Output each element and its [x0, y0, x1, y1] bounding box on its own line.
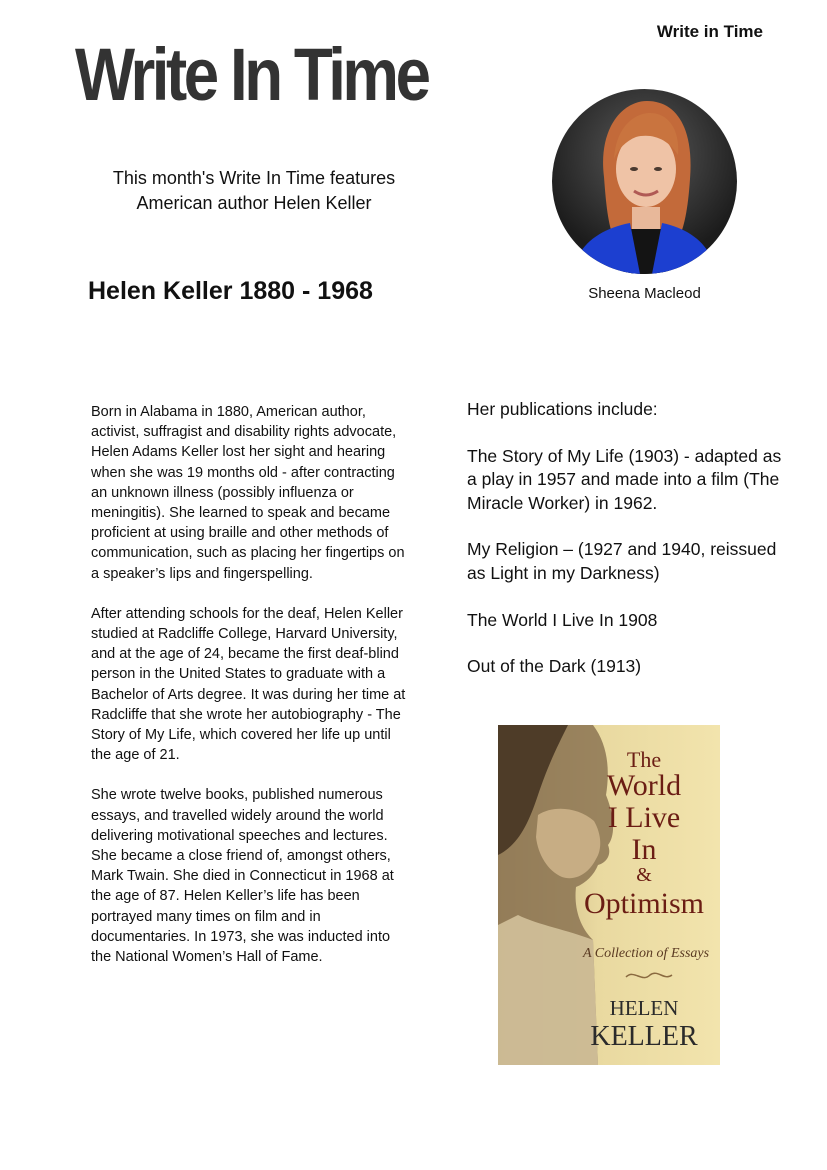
book-ornament	[626, 973, 672, 977]
publications-list	[467, 398, 787, 702]
book-author-first: HELEN	[609, 996, 679, 1020]
book-title-i-live: I Live	[607, 801, 681, 834]
subject-heading: Helen Keller 1880 - 1968	[88, 277, 373, 305]
publication-item: Out of the Dark (1913)	[467, 656, 642, 677]
book-title-world: World	[606, 769, 682, 802]
publication-item: The Story of My Life (1903) - adapted as a play in 1957 and made into a film (The Miracle Worker) in 1962.	[467, 445, 782, 513]
book-title-the: The	[626, 747, 662, 772]
intro-line-2: American author Helen Keller	[136, 193, 372, 213]
biography	[91, 402, 406, 987]
book-title-in: In	[631, 833, 657, 866]
header-label: Write in Time	[656, 22, 763, 41]
bio-paragraph: She wrote twelve books, published numerous essays, and travelled widely around the world delivering motivational speeches and lectures. She became a close friend of, amongst others, Mark Twain. She died in Connecticut in 1968 at the age of 87. Helen Keller’s life has been portrayed many times on film and in documentaries. In 1973, she was inducted into the National Women’s Hall of Fame.	[91, 787, 394, 966]
portrait-caption: Sheena Macleod	[588, 285, 701, 302]
publication-item: The World I Live In 1908	[467, 609, 658, 630]
book-cover-art	[498, 725, 720, 1065]
masthead-title: Write In Time	[75, 33, 428, 116]
publications-intro: Her publications include:	[467, 399, 658, 419]
book-cover	[498, 725, 720, 1065]
bio-paragraph: After attending schools for the deaf, Helen Keller studied at Radcliffe College, Harvard University, and at the age of 24, became the first deaf-blind person in the United States to graduate with a Bachelor of Arts degree. It was during her time at Radcliffe that she wrote her autobiography - The Story of My Life, which covered her life up until the age of 21.	[91, 605, 406, 764]
portrait-illustration	[552, 89, 737, 274]
intro-line-1: This month's Write In Time features	[112, 168, 396, 188]
bio-paragraph: Born in Alabama in 1880, American author, activist, suffragist and disability rights advocate, Helen Adams Keller lost her sight and hearing when she was 19 months old - after contracting an unknown illness (possibly influenza or meningitis). She learned to speak and became proficient at using braille and other methods of communication, such as placing her fingertips on a speaker’s lips and fingerspelling.	[91, 404, 405, 582]
book-author-last: KELLER	[590, 1021, 698, 1052]
publication-item: My Religion – (1927 and 1940, reissued as Light in my Darkness)	[467, 539, 777, 583]
intro-text	[84, 166, 424, 216]
author-portrait	[552, 89, 737, 274]
book-subtitle: A Collection of Essays	[582, 946, 710, 961]
book-title-optimism: Optimism	[583, 887, 705, 920]
book-title-ampersand: &	[636, 864, 652, 886]
